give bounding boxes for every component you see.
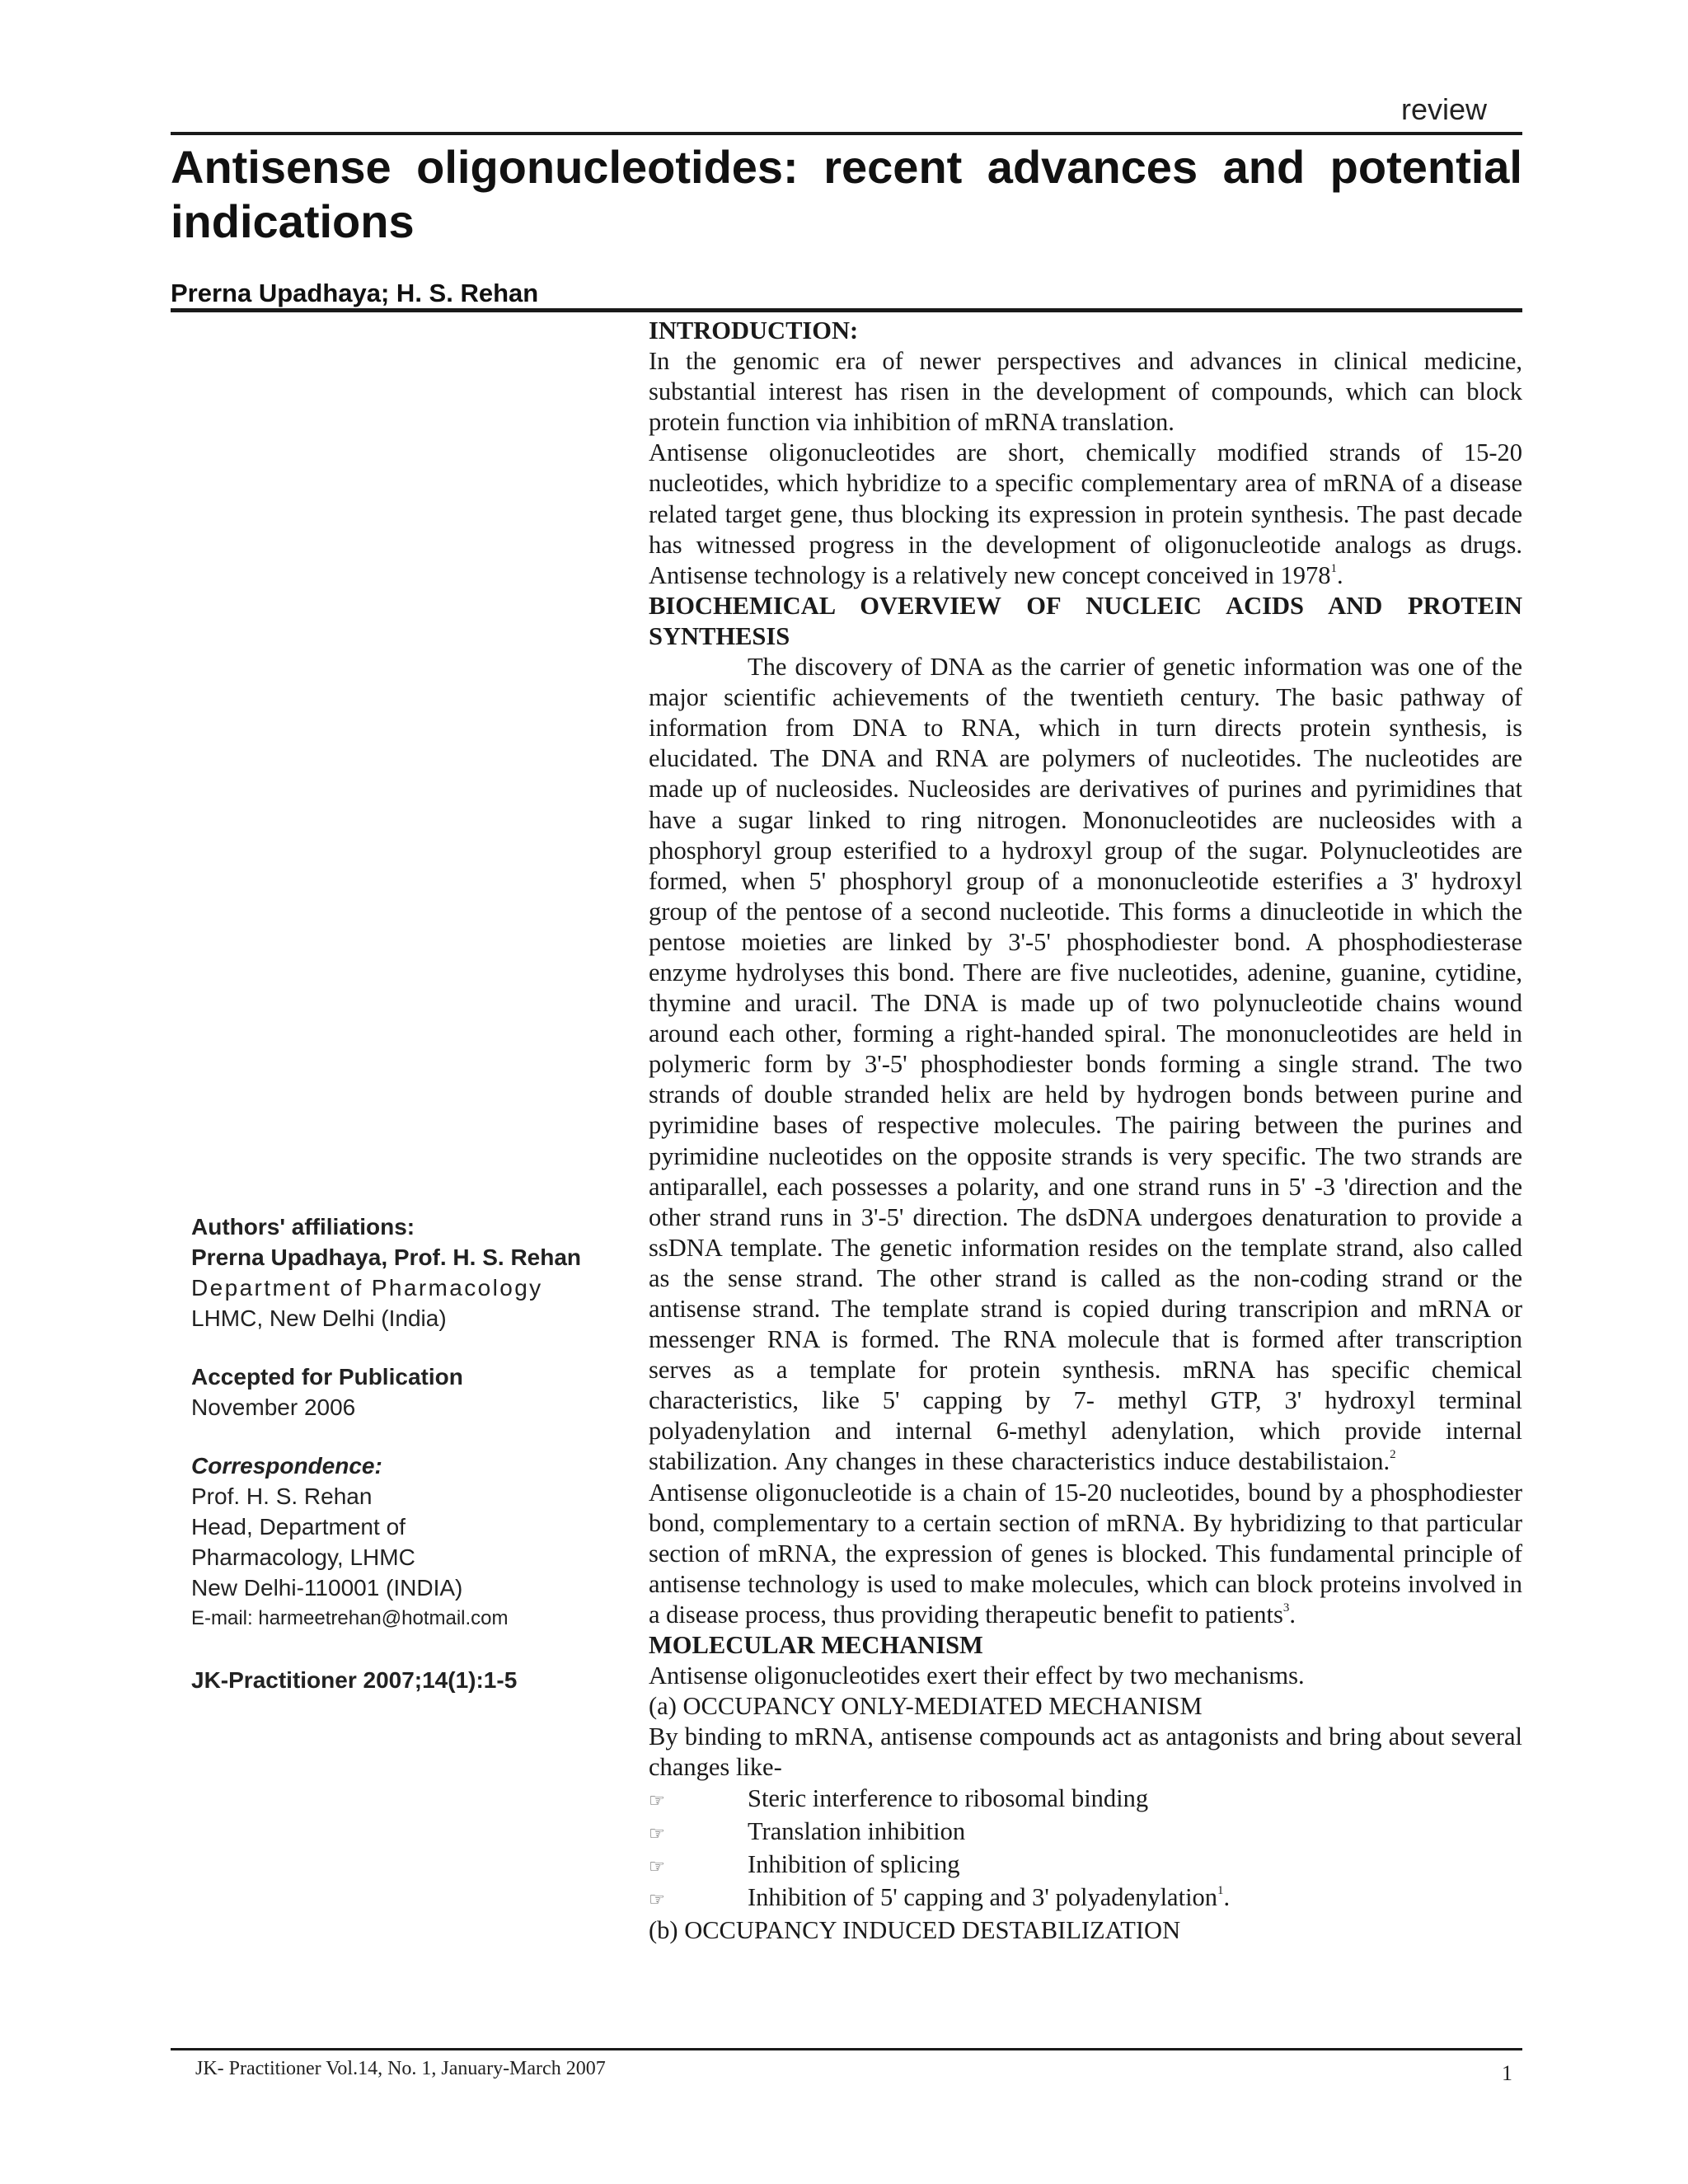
main-column — [649, 316, 1522, 1946]
header-rule — [171, 132, 1522, 135]
pointing-hand-icon: ☞ — [649, 1790, 665, 1811]
list-item: ☞ Steric interference to ribosomal binding — [649, 1783, 1522, 1816]
paragraph: In the genomic era of newer perspectives and advances in clinical medicine, substantial interest has risen in the development of compounds, which can block protein function via inhibition of mRNA translation. — [649, 347, 1522, 437]
list-item: ☞ Translation inhibition — [649, 1816, 1522, 1849]
article-title: Antisense oligonucleotides: recent advances and potential indications — [171, 141, 1522, 247]
footer-rule — [171, 2048, 1522, 2050]
correspondence-line: Head, Department of — [191, 1514, 406, 1540]
section-tag: review — [1401, 92, 1488, 126]
paragraph: Antisense oligonucleotide is a chain of 15-20 nucleotides, bound by a phosphodiester bond, complementary to a certain section of mRNA. By hybridizing to that particular section of mRNA, the expression of genes is blocked. This fundamental principle of antisense technology is used to make molecules, which can block proteins involved in a disease process, thus providing therapeutic benefit to patients$^3$. — [649, 1478, 1522, 1629]
pointing-hand-icon: ☞ — [649, 1856, 665, 1877]
sidebar-info — [191, 1212, 620, 1695]
author-line: Prerna Upadhaya; H. S. Rehan — [171, 279, 539, 307]
pointing-hand-icon: ☞ — [649, 1889, 665, 1910]
affiliations-names: Prerna Upadhaya, Prof. H. S. Rehan — [191, 1244, 582, 1270]
citation: 1 — [1217, 1883, 1224, 1897]
pointing-hand-icon: ☞ — [649, 1823, 665, 1844]
section-heading-introduction: INTRODUCTION: — [649, 316, 859, 344]
section-heading-mechanism: MOLECULAR MECHANISM — [649, 1631, 983, 1660]
bullet-list — [649, 1783, 1522, 1915]
affiliations-dept: Department of Pharmacology — [191, 1275, 543, 1301]
affiliations-place: LHMC, New Delhi (India) — [191, 1305, 447, 1331]
paragraph: By binding to mRNA, antisense compounds act as antagonists and bring about several changes like- — [649, 1722, 1522, 1782]
list-item: ☞ Inhibition of 5' capping and 3' polyadenylation$^1$. — [649, 1882, 1522, 1915]
correspondence-line: Prof. H. S. Rehan — [191, 1483, 373, 1509]
correspondence-line: Pharmacology, LHMC — [191, 1544, 415, 1570]
affiliations-heading: Authors' affiliations: — [191, 1214, 415, 1240]
citation: 2 — [1390, 1448, 1396, 1462]
subheading-a: (a) OCCUPANCY ONLY-MEDIATED MECHANISM — [649, 1692, 1203, 1721]
list-item: ☞ Inhibition of splicing — [649, 1849, 1522, 1882]
citation: 3 — [1282, 1601, 1290, 1615]
footer-journal: JK- Practitioner Vol.14, No. 1, January-March 2007 — [195, 2058, 606, 2079]
section-heading-biochemical: BIOCHEMICAL OVERVIEW OF NUCLEIC ACIDS AND PROTEIN SYNTHESIS — [649, 591, 1522, 650]
accepted-heading: Accepted for Publication — [191, 1364, 463, 1390]
author-rule — [171, 308, 1522, 312]
citation: 1 — [1330, 561, 1337, 575]
paragraph: Antisense oligonucleotides exert their effect by two mechanisms. — [649, 1661, 1305, 1690]
paragraph: Antisense oligonucleotides are short, chemically modified strands of 15-20 nucleotides, which hybridize to a specific complementary area of mRNA of a disease related target gene, thus blocking its expression in protein synthesis. The past decade has witnessed progress in the development of oligonucleotide analogs as drugs. Antisense technology is a relatively new concept conceived in 1978$^1$. — [649, 438, 1522, 589]
journal-reference: JK-Practitioner 2007;14(1):1-5 — [191, 1667, 518, 1693]
correspondence-heading: Correspondence: — [191, 1453, 382, 1479]
correspondence-email: E-mail: harmeetrehan@hotmail.com — [191, 1607, 509, 1629]
page-number: 1 — [1502, 2061, 1512, 2085]
paragraph: The discovery of DNA as the carrier of genetic information was one of the major scientific achievements of the twentieth century. The basic pathway of information from DNA to RNA, which in turn directs protein synthesis, is elucidated. The DNA and RNA are polymers of nucleotides. The nucleotides are made up of nucleosides. Nucleosides are derivatives of purines and pyrimidines that have a sugar linked to ring nitrogen. Mononucleotides are nucleosides with a phosphoryl group esterified to a hydroxyl group of the sugar. Polynucleotides are formed, when 5' phosphoryl group of a mononucleotide esterifies a 3' hydroxyl group of the pentose of a second nucleotide. This forms a dinucleotide in which the pentose moieties are linked by 3'-5' phosphodiester bond. A phosphodiesterase enzyme hydrolyses this bond. There are five nucleotides, adenine, guanine, cytidine, thymine and uracil. The DNA is made up of two polynucleotide chains wound around each other, forming a right-handed spiral. The mononucleotides are held in polymeric form by 3'-5' phosphodiester bonds forming a single strand. The two strands of double stranded helix are held by hydrogen bonds between purine and pyrimidine bases of respective molecules. The pairing between the purines and pyrimidine nucleotides on the opposite strands is very specific. The two strands are antiparallel, each possesses a polarity, and one strand runs in 5' -3 'direction and the other strand runs in 3'-5' direction. The dsDNA undergoes denaturation to provide a ssDNA template. The genetic information resides on the template strand, also called as the sense strand. The other strand is called as the non-coding strand or the antisense strand. The template strand is copied during transcripion and mRNA or messenger RNA is formed. The RNA molecule that is formed after transcription serves as a template for protein synthesis. mRNA has specific chemical characteristics, like 5' capping by 7- methyl GTP, 3' hydroxyl terminal polyadenylation and internal 6-methyl adenylation, which provide internal stabilization. Any changes in these characteristics induce destabilistaion.$^2$ — [649, 653, 1522, 1476]
correspondence-line: New Delhi-110001 (INDIA) — [191, 1575, 463, 1601]
accepted-date: November 2006 — [191, 1394, 356, 1420]
subheading-b: (b) OCCUPANCY INDUCED DESTABILIZATION — [649, 1915, 1181, 1944]
